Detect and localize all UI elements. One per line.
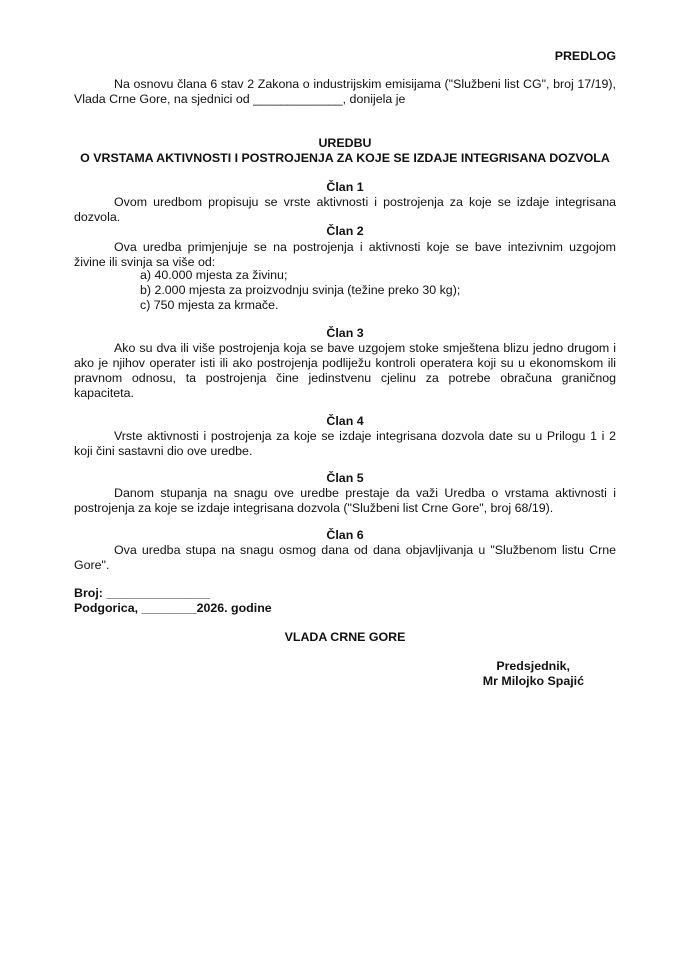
signer-name: Mr Milojko Spajić	[482, 674, 584, 688]
signer-title: Predsjednik,	[496, 659, 570, 673]
article-3-text: Ako su dva ili više postrojenja koja se bave uzgojem stoke smještena blizu jedno drugom i ako je njihov operater isti ili ako postrojenja podliježu kontroli operatera koji su u ekonomskom ili pravnom odnosu, ta postrojenja čine jedinstvenu cjelinu za potrebe obračuna graničnog kapaciteta.	[74, 341, 616, 400]
article-5-text: Danom stupanja na snagu ove uredbe prestaje da važi Uredba o vrstama aktivnosti i postrojenja za koje se izdaje integrisana dozvola ("Službeni list Crne Gore", broj 68/19).	[74, 486, 616, 515]
government-name: VLADA CRNE GORE	[284, 630, 406, 644]
article-3-heading: Član 3	[326, 326, 364, 340]
list-item: c) 750 mjesta za krmače.	[140, 298, 279, 312]
list-item: a) 40.000 mjesta za živinu;	[140, 268, 288, 282]
number-field: Broj: _______________	[74, 586, 210, 600]
decree-title: UREDBU	[318, 136, 372, 150]
article-1-text: Ovom uredbom propisuju se vrste aktivnosti i postrojenja za koje se izdaje integrisana dozvola.	[74, 195, 616, 224]
article-1-heading: Član 1	[326, 180, 364, 194]
article-5-heading: Član 5	[326, 471, 364, 485]
article-2-text: Ova uredba primjenjuje se na postrojenja i aktivnosti koje se bave intezivnim uzgojom živine ili svinja sa više od:	[74, 240, 616, 269]
article-6-heading: Član 6	[326, 528, 364, 542]
proposal-label: PREDLOG	[554, 49, 616, 63]
place-date-field: Podgorica, ________2026. godine	[74, 601, 272, 615]
list-item: b) 2.000 mjesta za proizvodnju svinja (težine preko 30 kg);	[140, 283, 461, 297]
article-2-heading: Član 2	[326, 224, 364, 238]
article-4-text: Vrste aktivnosti i postrojenja za koje se izdaje integrisana dozvola date su u Prilogu 1 i 2 koji čini sastavni dio ove uredbe.	[74, 429, 616, 458]
decree-subtitle: O VRSTAMA AKTIVNOSTI I POSTROJENJA ZA KOJE SE IZDAJE INTEGRISANA DOZVOLA	[80, 151, 610, 165]
article-4-heading: Član 4	[326, 414, 364, 428]
preamble-paragraph: Na osnovu člana 6 stav 2 Zakona o industrijskim emisijama ("Službeni list CG", broj 17/19), Vlada Crne Gore, na sjednici od _____________, donijela je	[74, 77, 616, 106]
article-6-text: Ova uredba stupa na snagu osmog dana od dana objavljivanja u "Službenom listu Crne Gore".	[74, 543, 616, 572]
